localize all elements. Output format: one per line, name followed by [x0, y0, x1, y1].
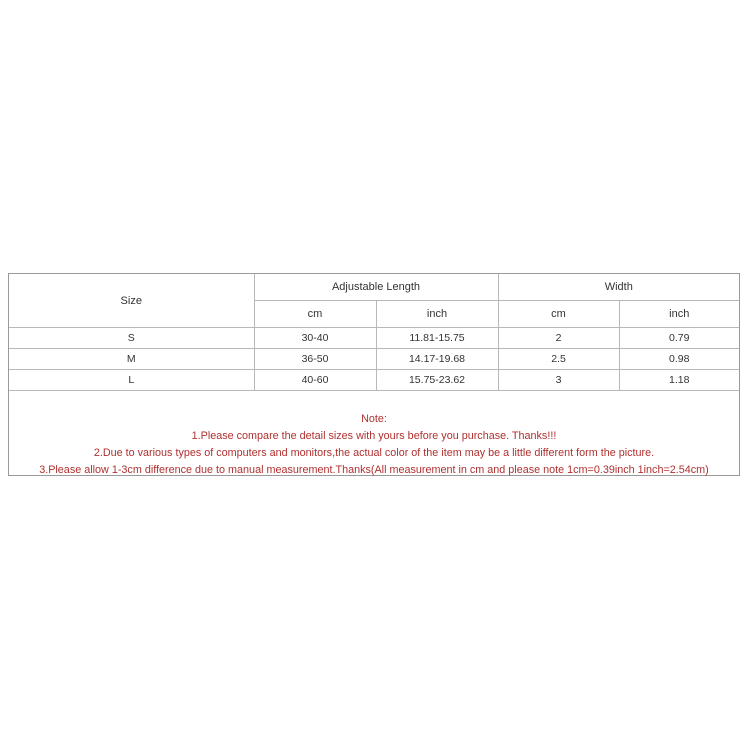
- size-cell: S: [9, 328, 254, 349]
- length-inch-header: inch: [376, 301, 498, 328]
- width-cm-header: cm: [498, 301, 619, 328]
- table-row: [9, 370, 739, 391]
- length-cm-header: cm: [254, 301, 376, 328]
- table-row: [9, 349, 739, 370]
- width-inch-cell: 1.18: [619, 370, 739, 391]
- size-chart: [8, 273, 740, 476]
- length-inch-cell: 15.75-23.62: [376, 370, 498, 391]
- note-line: 3.Please allow 1-3cm difference due to manual measurement.Thanks(All measurement in cm and please note 1cm=0.39inch 1inch=2.54cm): [39, 464, 709, 476]
- size-cell: L: [9, 370, 254, 391]
- width-inch-header: inch: [619, 301, 739, 328]
- size-table: [9, 274, 739, 391]
- length-cm-cell: 30-40: [254, 328, 376, 349]
- width-header: Width: [498, 274, 739, 301]
- width-cm-cell: 2: [498, 328, 619, 349]
- size-cell: M: [9, 349, 254, 370]
- note-line: 1.Please compare the detail sizes with yours before you purchase. Thanks!!!: [191, 430, 557, 442]
- length-cm-cell: 36-50: [254, 349, 376, 370]
- length-cm-cell: 40-60: [254, 370, 376, 391]
- width-cm-cell: 3: [498, 370, 619, 391]
- width-inch-cell: 0.79: [619, 328, 739, 349]
- length-inch-cell: 14.17-19.68: [376, 349, 498, 370]
- table-row: [9, 328, 739, 349]
- width-cm-cell: 2.5: [498, 349, 619, 370]
- length-inch-cell: 11.81-15.75: [376, 328, 498, 349]
- note-line: 2.Due to various types of computers and monitors,the actual color of the item may be a little different form the picture.: [93, 447, 655, 459]
- header-row: [9, 274, 739, 301]
- size-column-header: Size: [9, 274, 254, 328]
- width-inch-cell: 0.98: [619, 349, 739, 370]
- note-title: Note:: [361, 413, 387, 425]
- notes-section: [9, 411, 739, 479]
- adjustable-length-header: Adjustable Length: [254, 274, 498, 301]
